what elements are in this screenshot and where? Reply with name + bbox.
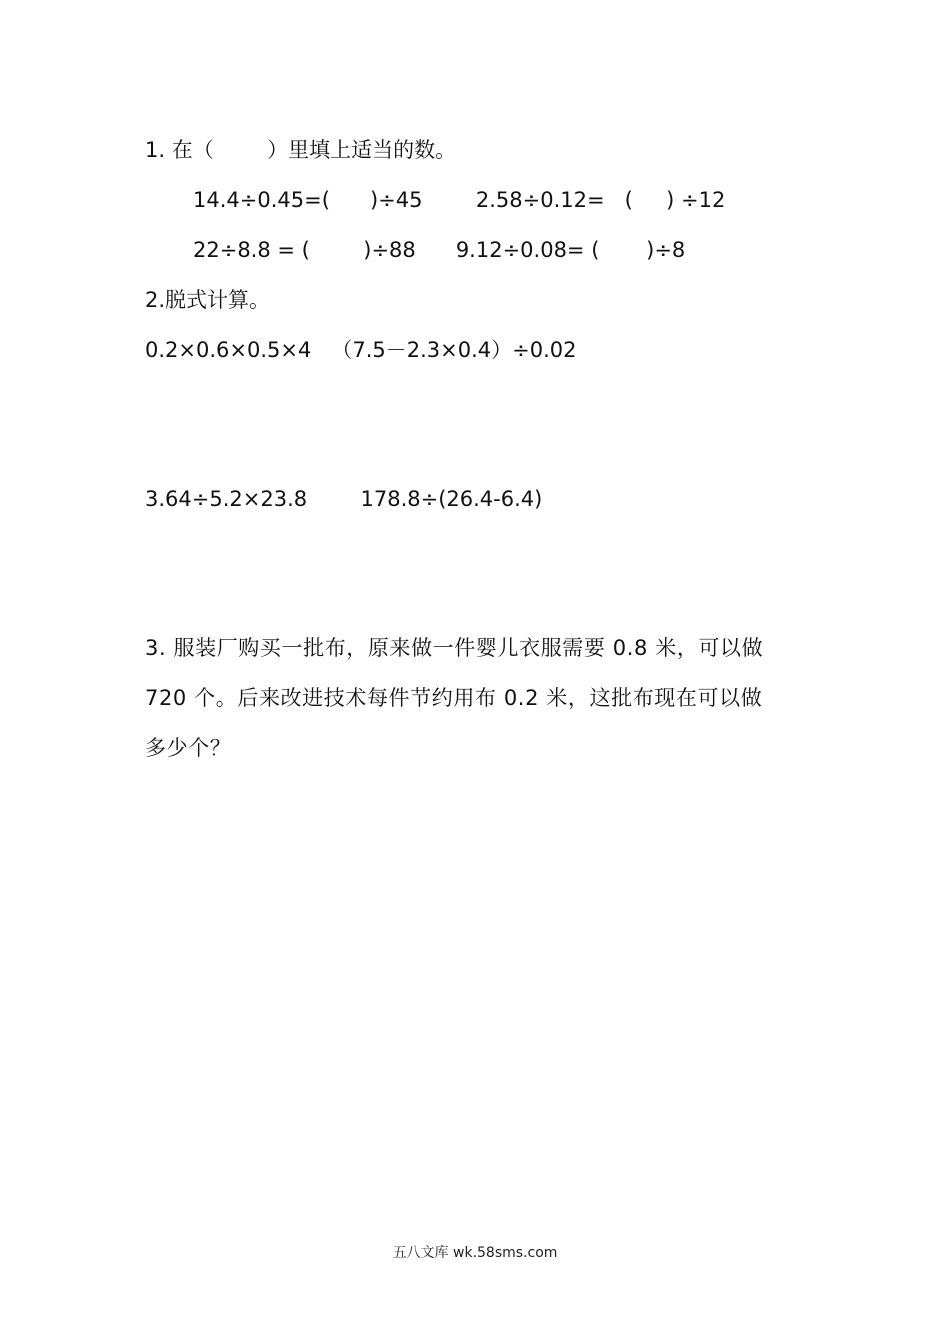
question-2-row-1: 0.2×0.6×0.5×4 （7.5－2.3×0.4）÷0.02 xyxy=(145,338,577,362)
page-footer: 五八文库 wk.58sms.com xyxy=(392,1245,558,1261)
question-2-title: 2.脱式计算。 xyxy=(145,288,271,312)
question-1-row-2: 22÷8.8 = ( )÷88 9.12÷0.08= ( )÷8 xyxy=(193,238,686,262)
question-3-line-2: 720 个。后来改进技术每件节约用布 0.2 米，这批布现在可以做 xyxy=(145,686,763,710)
question-1-title: 1. 在（ ）里填上适当的数。 xyxy=(145,138,457,162)
question-3-line-3: 多少个？ xyxy=(145,736,232,760)
question-3-line-1: 3. 服装厂购买一批布，原来做一件婴儿衣服需要 0.8 米，可以做 xyxy=(145,636,764,660)
question-1-row-1: 14.4÷0.45=( )÷45 2.58÷0.12= ( ) ÷12 xyxy=(193,188,726,212)
question-2-row-2: 3.64÷5.2×23.8 178.8÷(26.4-6.4) xyxy=(145,487,543,511)
